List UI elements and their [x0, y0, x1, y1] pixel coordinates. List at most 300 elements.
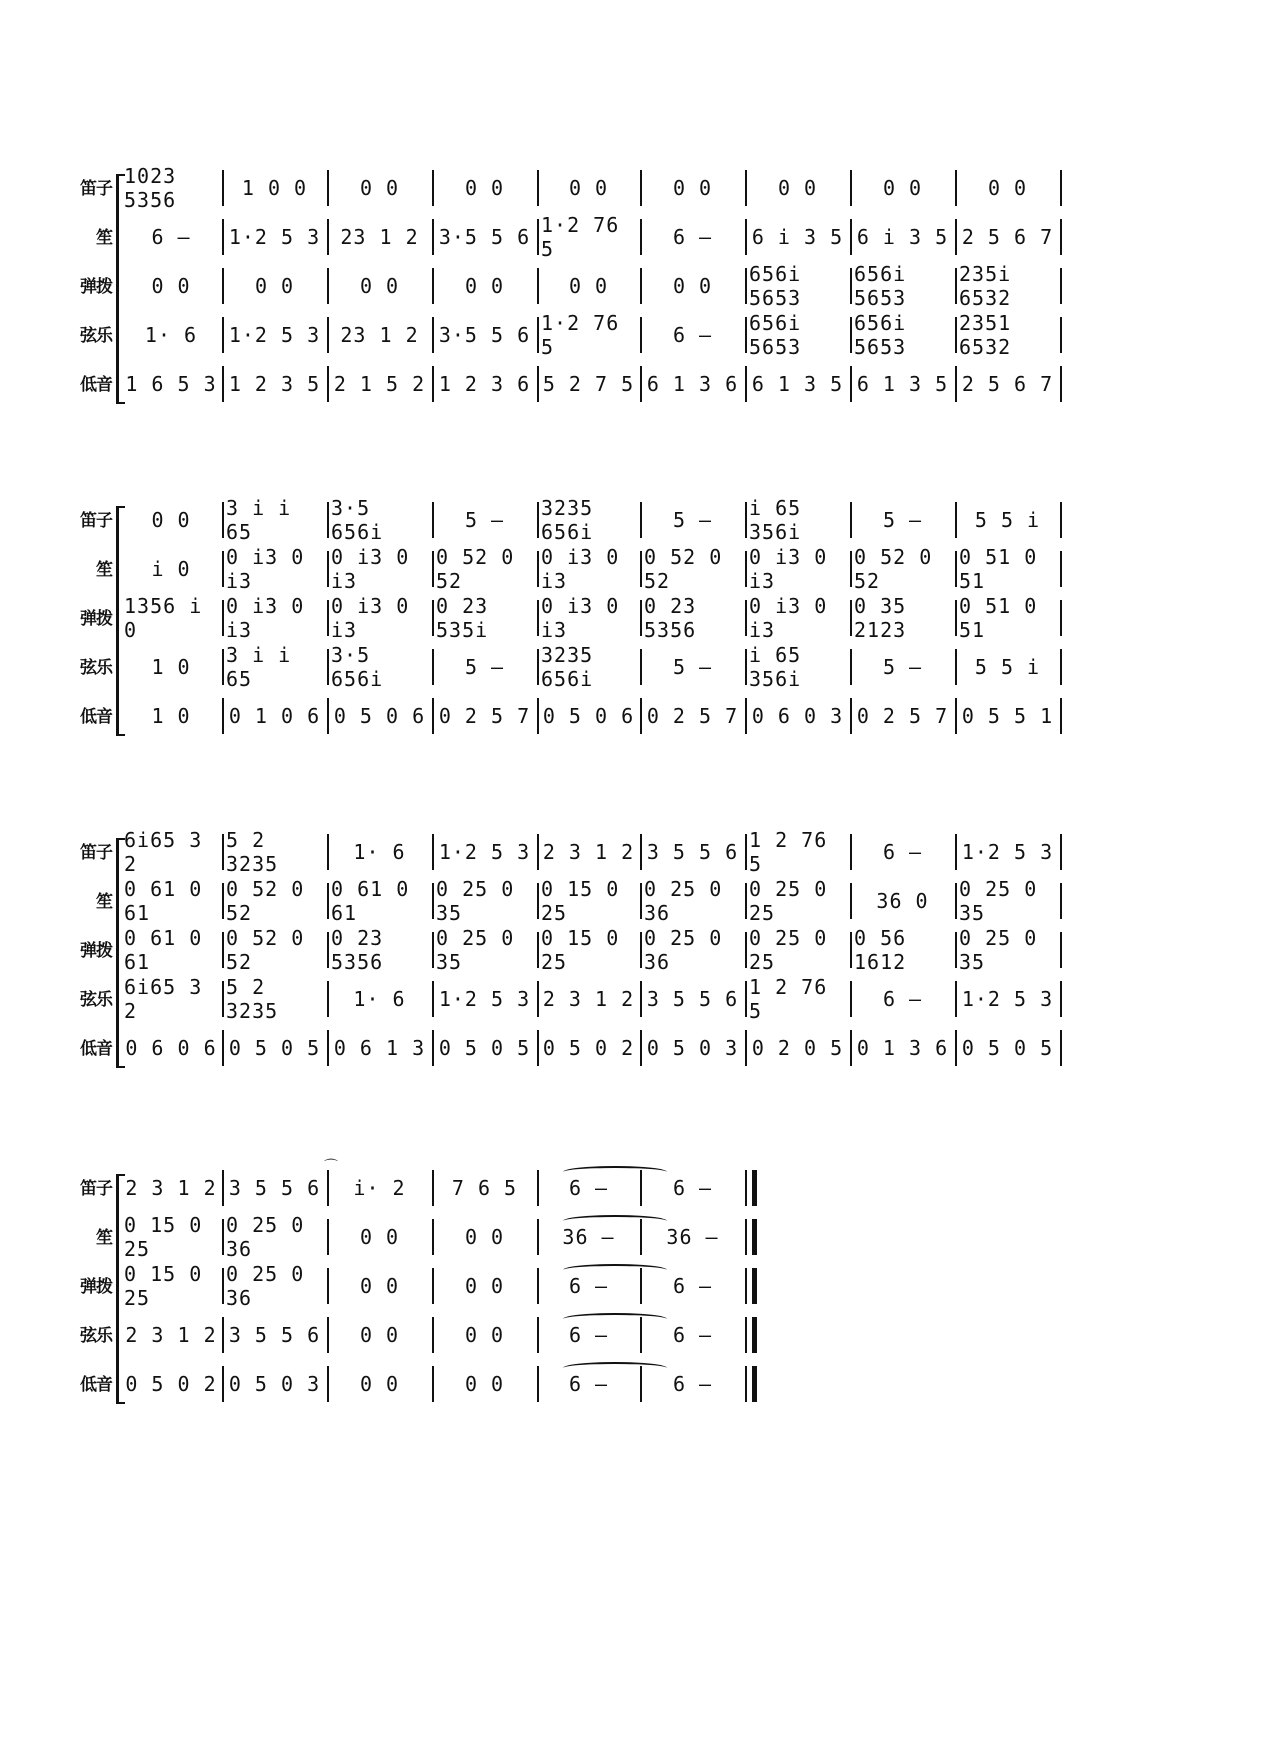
instrument-label: 笙 [96, 892, 112, 912]
measure: 0 i3 0 i3 [226, 545, 305, 593]
measure: 0 5 0 6 [542, 704, 635, 728]
barline [222, 268, 224, 304]
tie-mark [563, 1264, 667, 1276]
barline [222, 883, 224, 919]
barline [1060, 1030, 1062, 1066]
barline [955, 600, 957, 636]
barline [327, 981, 329, 1017]
measure: 5 — [672, 508, 713, 532]
measure: 3 5 5 6 [228, 1176, 321, 1200]
instrument-label: 弦乐 [80, 990, 112, 1010]
barline [222, 1030, 224, 1066]
staff-row [0, 496, 1120, 544]
measure: 0 0 [987, 176, 1028, 200]
barline [537, 698, 539, 734]
measure: 0 61 0 61 [331, 877, 410, 925]
barline [640, 268, 642, 304]
measure: 0 6 1 3 [333, 1036, 426, 1060]
measure: 0 15 0 25 [124, 1262, 203, 1310]
barline [1060, 268, 1062, 304]
barline [537, 268, 539, 304]
measure: 1356 i 0 [124, 594, 203, 642]
measure: 0 0 [359, 1323, 400, 1347]
barline [640, 1030, 642, 1066]
measure: 1 0 [151, 704, 191, 728]
barline [537, 1268, 539, 1304]
staff-row [0, 311, 1120, 359]
measure: 5 2 3235 [226, 975, 279, 1023]
measure: 0 23 535i [436, 594, 489, 642]
barline [850, 551, 852, 587]
measure: 1 0 0 [241, 176, 308, 200]
barline [640, 366, 642, 402]
measure: 0 52 0 52 [226, 877, 305, 925]
barline [640, 834, 642, 870]
staff-row [0, 1168, 1120, 1208]
measure: 1·2 5 3 [961, 987, 1054, 1011]
barline [1060, 649, 1062, 685]
measure: i· 2 [353, 1176, 406, 1200]
measure: 0 0 [359, 176, 400, 200]
measure: 6i65 3 2 [124, 975, 203, 1023]
barline [850, 1030, 852, 1066]
barline [1060, 883, 1062, 919]
measure: 6 1 3 5 [856, 372, 949, 396]
barline [1060, 551, 1062, 587]
measure: 3 5 5 6 [646, 987, 739, 1011]
measure: 0 5 0 5 [228, 1036, 321, 1060]
barline [850, 698, 852, 734]
barline [432, 1030, 434, 1066]
measure: 2 3 1 2 [125, 1176, 217, 1200]
measure: 2 5 6 7 [961, 225, 1054, 249]
barline [537, 1219, 539, 1255]
barline [1060, 317, 1062, 353]
barline [537, 883, 539, 919]
measure: 5 2 7 5 [542, 372, 635, 396]
instrument-label: 弹拨 [80, 277, 112, 297]
barline [222, 317, 224, 353]
measure: 0 i3 0 i3 [226, 594, 305, 642]
measure: 0 25 0 36 [644, 877, 723, 925]
measure: 0 15 0 25 [541, 926, 620, 974]
staff-row [0, 643, 1120, 691]
barline [432, 883, 434, 919]
barline [222, 600, 224, 636]
measure: 2 3 1 2 [542, 840, 635, 864]
fermata-mark: ⌒ [324, 1159, 338, 1175]
measure: 0 1 0 6 [228, 704, 321, 728]
staff-row [0, 164, 1120, 212]
measure: 6 1 3 6 [646, 372, 739, 396]
barline [745, 1030, 747, 1066]
barline [537, 1030, 539, 1066]
measure: 0 51 0 51 [959, 594, 1038, 642]
barline [537, 600, 539, 636]
measure: 0 0 [672, 176, 713, 200]
measure: 1·2 5 3 [961, 840, 1054, 864]
staff-row [0, 696, 1120, 736]
measure: 0 0 [254, 274, 295, 298]
measure: 0 i3 0 i3 [541, 594, 620, 642]
staff-row [0, 594, 1120, 642]
measure: 0 61 0 61 [124, 926, 203, 974]
staff-row [0, 877, 1120, 925]
barline [955, 932, 957, 968]
barline [432, 698, 434, 734]
measure: 2351 6532 [959, 311, 1012, 359]
barline [327, 366, 329, 402]
measure: 1 2 3 5 [228, 372, 321, 396]
staff-row [0, 545, 1120, 593]
measure: 1 0 [151, 655, 191, 679]
barline [537, 1317, 539, 1353]
staff-row [0, 975, 1120, 1023]
barline [222, 834, 224, 870]
measure: 5 — [882, 655, 923, 679]
barline [640, 317, 642, 353]
measure: 1 2 3 6 [438, 372, 531, 396]
barline [432, 268, 434, 304]
barline [537, 932, 539, 968]
barline [850, 883, 852, 919]
barline [745, 268, 747, 304]
barline [850, 932, 852, 968]
barline [432, 1366, 434, 1402]
barline [1060, 834, 1062, 870]
instrument-label: 低音 [80, 1375, 112, 1395]
measure: 0 0 [464, 176, 505, 200]
measure: 0 25 0 36 [644, 926, 723, 974]
barline [222, 170, 224, 206]
barline [222, 502, 224, 538]
barline [537, 366, 539, 402]
barline [640, 502, 642, 538]
barline [955, 551, 957, 587]
staff-row [0, 828, 1120, 876]
barline [850, 502, 852, 538]
barline [850, 317, 852, 353]
barline [955, 981, 957, 1017]
measure: 1·2 76 5 [541, 311, 620, 359]
barline [1060, 932, 1062, 968]
measure: 0 5 5 1 [961, 704, 1054, 728]
barline [955, 366, 957, 402]
staff-row [0, 1028, 1120, 1068]
measure: 0 0 [464, 1274, 505, 1298]
measure: 6 — [568, 1274, 609, 1298]
measure: 0 i3 0 i3 [749, 545, 828, 593]
instrument-label: 笙 [96, 1228, 112, 1248]
staff-row [0, 364, 1120, 404]
barline [432, 1317, 434, 1353]
measure: 0 25 0 36 [226, 1262, 305, 1310]
barline [745, 502, 747, 538]
measure: 36 0 [876, 889, 929, 913]
measure: 0 1 3 6 [856, 1036, 949, 1060]
barline [955, 649, 957, 685]
barline [850, 649, 852, 685]
tie-mark [563, 1215, 667, 1227]
measure: 0 0 [464, 1323, 505, 1347]
measure: 0 23 5356 [331, 926, 384, 974]
barline [640, 883, 642, 919]
measure: 6 — [568, 1176, 609, 1200]
final-barline [745, 1219, 757, 1255]
measure: 656i 5653 [854, 311, 907, 359]
barline [327, 1030, 329, 1066]
measure: 0 25 0 35 [959, 926, 1038, 974]
measure: 0 0 [359, 1274, 400, 1298]
barline [537, 1366, 539, 1402]
barline [745, 551, 747, 587]
staff-row [0, 213, 1120, 261]
instrument-label: 低音 [80, 375, 112, 395]
measure: 0 52 0 52 [644, 545, 723, 593]
measure: 1·2 5 3 [438, 840, 531, 864]
instrument-label: 笛子 [80, 179, 112, 199]
measure: 6 — [672, 323, 713, 347]
measure: 6 — [882, 987, 923, 1011]
measure: 0 23 5356 [644, 594, 697, 642]
barline [537, 219, 539, 255]
measure: 3 i i 65 [226, 643, 292, 691]
barline [955, 502, 957, 538]
measure: 656i 5653 [854, 262, 907, 310]
barline [850, 600, 852, 636]
measure: 0 56 1612 [854, 926, 907, 974]
barline [537, 502, 539, 538]
barline [327, 268, 329, 304]
barline [537, 834, 539, 870]
measure: 235i 6532 [959, 262, 1012, 310]
barline [537, 1170, 539, 1206]
measure: 3 5 5 6 [228, 1323, 321, 1347]
measure: 2 3 1 2 [542, 987, 635, 1011]
barline [432, 219, 434, 255]
barline [222, 1170, 224, 1206]
tie-mark [563, 1313, 667, 1325]
measure: 6i65 3 2 [124, 828, 203, 876]
barline [432, 834, 434, 870]
measure: 0 2 5 7 [646, 704, 739, 728]
barline [640, 981, 642, 1017]
measure: 0 2 5 7 [856, 704, 949, 728]
measure: 0 5 0 6 [333, 704, 426, 728]
barline [745, 883, 747, 919]
measure: 0 15 0 25 [124, 1213, 203, 1261]
measure: 2 3 1 2 [125, 1323, 217, 1347]
measure: 0 25 0 35 [959, 877, 1038, 925]
barline [327, 1317, 329, 1353]
measure: 5 — [672, 655, 713, 679]
measure: 1· 6 [353, 840, 406, 864]
measure: 1·2 76 5 [541, 213, 620, 261]
barline [850, 981, 852, 1017]
barline [327, 1366, 329, 1402]
measure: 0 52 0 52 [436, 545, 515, 593]
measure: 0 0 [672, 274, 713, 298]
measure: 0 51 0 51 [959, 545, 1038, 593]
barline [745, 932, 747, 968]
barline [327, 883, 329, 919]
measure: 6 — [568, 1372, 609, 1396]
measure: 0 35 2123 [854, 594, 907, 642]
measure: i 65 356i [749, 643, 802, 691]
measure: 0 5 0 5 [438, 1036, 531, 1060]
measure: 0 2 5 7 [438, 704, 531, 728]
measure: 5 — [882, 508, 923, 532]
measure: 6 — [672, 1323, 713, 1347]
measure: 1· 6 [353, 987, 406, 1011]
barline [222, 1317, 224, 1353]
staff-row [0, 262, 1120, 310]
barline [745, 170, 747, 206]
measure: 5 5 i [974, 508, 1041, 532]
measure: 3·5 656i [331, 643, 384, 691]
barline [640, 219, 642, 255]
barline [1060, 600, 1062, 636]
measure: 0 i3 0 i3 [331, 545, 410, 593]
barline [640, 600, 642, 636]
barline [745, 698, 747, 734]
instrument-label: 弹拨 [80, 941, 112, 961]
barline [745, 317, 747, 353]
barline [745, 834, 747, 870]
measure: 23 1 2 [340, 225, 419, 249]
measure: 6 — [882, 840, 923, 864]
barline [222, 1366, 224, 1402]
barline [850, 366, 852, 402]
final-barline [745, 1317, 757, 1353]
barline [432, 551, 434, 587]
barline [327, 698, 329, 734]
measure: 0 0 [464, 1372, 505, 1396]
measure: 0 0 [882, 176, 923, 200]
barline [222, 698, 224, 734]
tie-mark [563, 1166, 667, 1178]
barline [537, 551, 539, 587]
measure: 0 0 [151, 508, 191, 532]
barline [1060, 502, 1062, 538]
barline [432, 1268, 434, 1304]
measure: 1·2 5 3 [438, 987, 531, 1011]
barline [432, 1219, 434, 1255]
measure: 5 5 i [974, 655, 1041, 679]
barline [850, 268, 852, 304]
measure: 0 5 0 3 [646, 1036, 739, 1060]
instrument-label: 弦乐 [80, 658, 112, 678]
instrument-label: 笛子 [80, 511, 112, 531]
barline [955, 834, 957, 870]
measure: 0 5 0 3 [228, 1372, 321, 1396]
measure: 0 6 0 6 [125, 1036, 217, 1060]
barline [327, 551, 329, 587]
barline [327, 1219, 329, 1255]
tie-mark [563, 1362, 667, 1374]
barline [432, 366, 434, 402]
barline [537, 317, 539, 353]
barline [745, 366, 747, 402]
measure: 7 6 5 [451, 1176, 518, 1200]
measure: 3 i i 65 [226, 496, 292, 544]
barline [640, 932, 642, 968]
barline [222, 1219, 224, 1255]
barline [537, 170, 539, 206]
barline [327, 219, 329, 255]
measure: 1·2 5 3 [228, 323, 321, 347]
barline [222, 551, 224, 587]
barline [955, 170, 957, 206]
measure: 0 25 0 35 [436, 877, 515, 925]
barline [745, 219, 747, 255]
barline [640, 551, 642, 587]
measure: 0 0 [464, 274, 505, 298]
measure: 3·5 656i [331, 496, 384, 544]
barline [955, 219, 957, 255]
barline [955, 268, 957, 304]
measure: 0 5 0 2 [542, 1036, 635, 1060]
barline [432, 649, 434, 685]
barline [1060, 219, 1062, 255]
barline [432, 600, 434, 636]
measure: 0 2 0 5 [751, 1036, 844, 1060]
measure: 0 25 0 25 [749, 926, 828, 974]
final-barline [745, 1268, 757, 1304]
measure: 5 — [464, 655, 505, 679]
measure: 0 6 0 3 [751, 704, 844, 728]
barline [222, 932, 224, 968]
measure: 3235 656i [541, 643, 594, 691]
barline [537, 649, 539, 685]
barline [432, 502, 434, 538]
measure: 0 25 0 25 [749, 877, 828, 925]
measure: 6 — [568, 1323, 609, 1347]
measure: 0 52 0 52 [854, 545, 933, 593]
measure: 1· 6 [144, 323, 198, 347]
measure: 0 5 0 5 [961, 1036, 1054, 1060]
barline [955, 698, 957, 734]
instrument-label: 低音 [80, 1039, 112, 1059]
barline [222, 649, 224, 685]
measure: 0 25 0 36 [226, 1213, 305, 1261]
measure: 6 — [672, 225, 713, 249]
instrument-label: 笛子 [80, 843, 112, 863]
measure: 0 0 [359, 1225, 400, 1249]
measure: 1·2 5 3 [228, 225, 321, 249]
measure: 0 61 0 61 [124, 877, 203, 925]
measure: 3 5 5 6 [646, 840, 739, 864]
measure: 0 25 0 35 [436, 926, 515, 974]
barline [327, 932, 329, 968]
barline [640, 698, 642, 734]
barline [222, 219, 224, 255]
measure: 0 0 [464, 1225, 505, 1249]
measure: i 0 [151, 557, 191, 581]
barline [1060, 170, 1062, 206]
measure: 656i 5653 [749, 262, 802, 310]
measure: 6 1 3 5 [751, 372, 844, 396]
measure: 0 i3 0 i3 [749, 594, 828, 642]
staff-row [0, 1315, 1120, 1355]
instrument-label: 笙 [96, 228, 112, 248]
measure: 0 i3 0 i3 [541, 545, 620, 593]
staff-row [0, 926, 1120, 974]
barline [1060, 698, 1062, 734]
barline [222, 366, 224, 402]
measure: 6 i 3 5 [856, 225, 949, 249]
barline [222, 981, 224, 1017]
